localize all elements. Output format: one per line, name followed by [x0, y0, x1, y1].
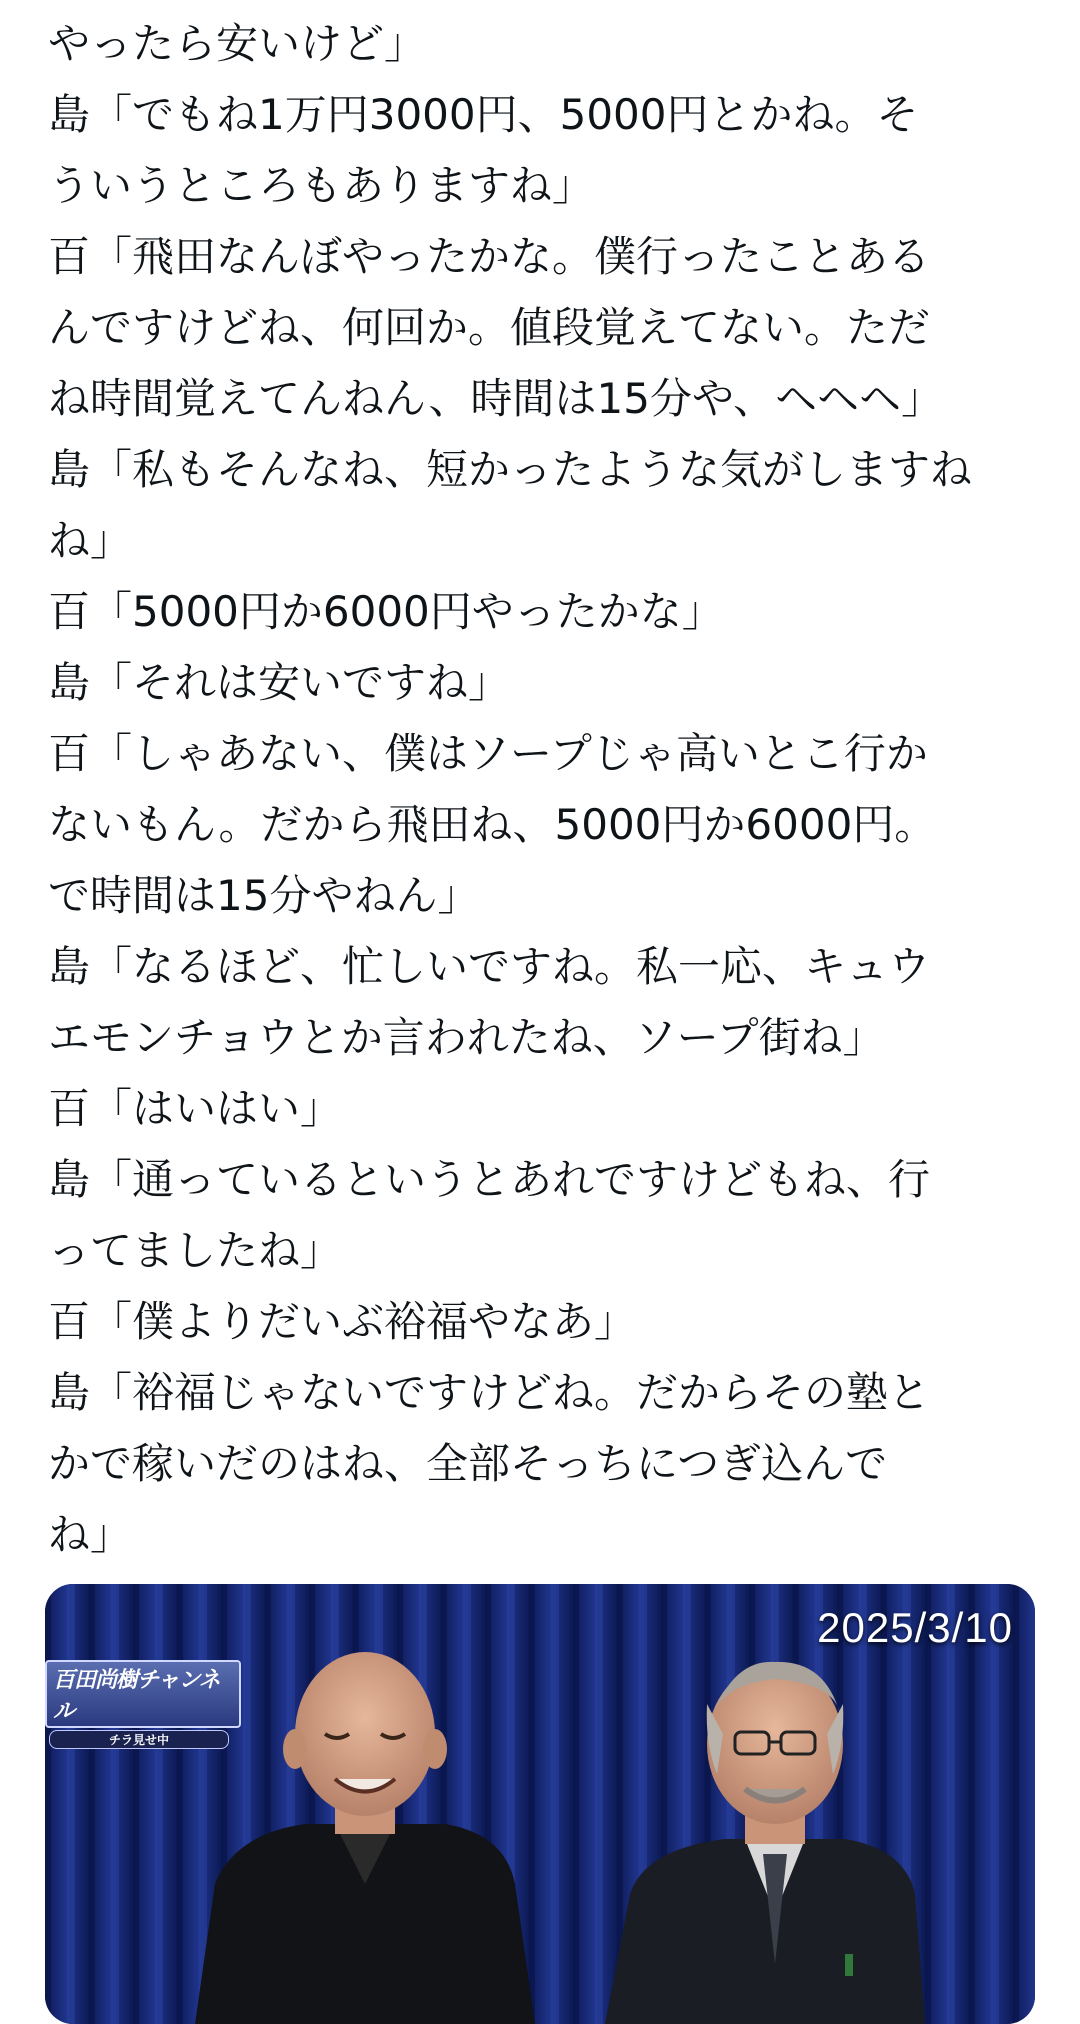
post-text: [48, 8, 1038, 1570]
post-line: で時間は15分やねん」: [48, 871, 480, 920]
video-date-overlay: 2025/3/10: [817, 1604, 1013, 1651]
post-line: 島「でもね1万円3000円、5000円とかね。そ: [48, 90, 919, 139]
post-line: 島「通っているというとあれですけどもね、行: [48, 1155, 931, 1204]
post-line: ってましたね」: [48, 1226, 343, 1275]
post-line: 百「僕よりだいぶ裕福やなあ」: [48, 1297, 637, 1346]
post-line: 島「私もそんなね、短かったような気がしますね: [48, 445, 973, 494]
video-thumbnail[interactable]: [45, 1584, 1035, 2024]
post-line: 百「しゃあない、僕はソープじゃ高いとこ行か: [48, 729, 928, 778]
post-line: 島「それは安いですね」: [48, 658, 511, 707]
post-line: ね」: [48, 1510, 133, 1559]
post-line: 百「5000円か6000円やったかな」: [48, 587, 724, 636]
post-line: 百「飛田なんぼやったかな。僕行ったことある: [48, 232, 931, 281]
post-line: 百「はいはい」: [48, 1084, 343, 1133]
post-line: かで稼いだのはね、全部そっちにつぎ込んで: [48, 1439, 888, 1488]
post-line: ないもん。だから飛田ね、5000円か6000円。: [48, 800, 937, 849]
post-line: 島「なるほど、忙しいですね。私一応、キュウ: [48, 942, 931, 991]
post-line: エモンチョウとか言われたね、ソープ街ね」: [48, 1013, 885, 1062]
post-line: ね時間覚えてんねん、時間は15分や、ヘヘヘ」: [48, 374, 944, 423]
post-line: やったら安いけど」: [48, 19, 427, 68]
post-line: んですけどね、何回か。値段覚えてない。ただ: [48, 303, 931, 352]
channel-logo: [45, 1660, 241, 1749]
post-line: 島「裕福じゃないですけどね。だからその塾と: [48, 1368, 931, 1417]
post-line: ういうところもありますね」: [48, 161, 595, 210]
post-line: ね」: [48, 516, 133, 565]
channel-subtitle: チラ見せ中: [49, 1730, 229, 1749]
channel-name: 百田尚樹チャンネル: [45, 1660, 241, 1728]
